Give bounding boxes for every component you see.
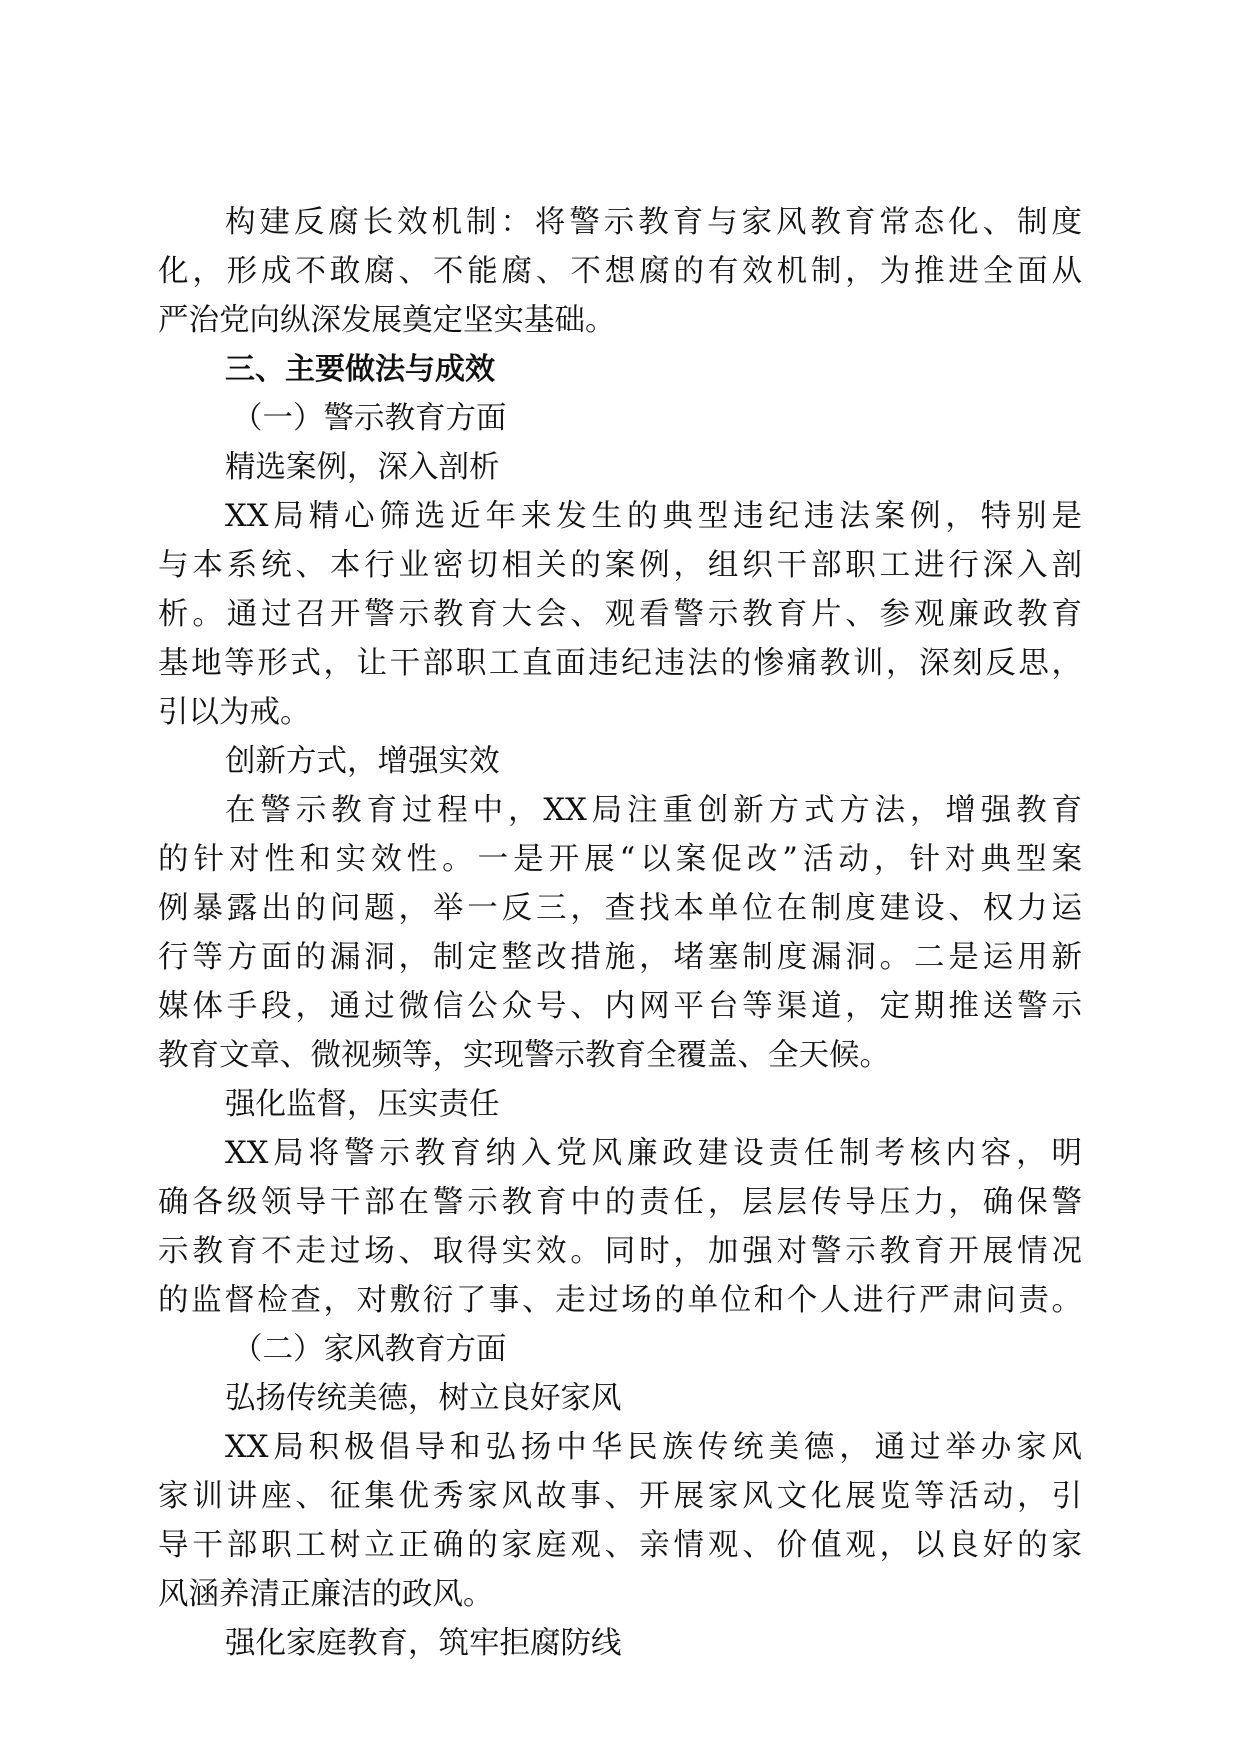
text-line: 弘扬传统美德，树立良好家风 (225, 1381, 622, 1416)
section-heading: （一）警示教育方面 (232, 401, 507, 436)
document-body (158, 198, 1082, 1668)
text-line: XX局将警示教育纳入党风廉政建设责任制考核内容，明 (225, 1136, 1082, 1171)
text-line: 化，形成不敢腐、不能腐、不想腐的有效机制，为推进全面从 (158, 254, 1082, 289)
text-line: 媒体手段，通过微信公众号、内网平台等渠道，定期推送警示 (158, 989, 1082, 1024)
text-line: 导干部职工树立正确的家庭观、亲情观、价值观，以良好的家 (158, 1528, 1082, 1563)
text-line: 家训讲座、征集优秀家风故事、开展家风文化展览等活动，引 (158, 1479, 1082, 1514)
section-heading: （二）家风教育方面 (232, 1332, 507, 1367)
text-line: 构建反腐长效机制：将警示教育与家风教育常态化、制度 (225, 205, 1082, 240)
text-line: 教育文章、微视频等，实现警示教育全覆盖、全天候。 (158, 1038, 890, 1073)
section-heading: 三、主要做法与成效 (225, 352, 495, 387)
text-line: 在警示教育过程中，XX局注重创新方式方法，增强教育 (225, 793, 1082, 828)
text-line: 精选案例，深入剖析 (225, 450, 500, 485)
text-line: 引以为戒。 (158, 695, 311, 730)
text-line: 风涵养清正廉洁的政风。 (158, 1577, 494, 1612)
text-line: 析。通过召开警示教育大会、观看警示教育片、参观廉政教育 (158, 597, 1082, 632)
text-line: 基地等形式，让干部职工直面违纪违法的惨痛教训，深刻反思， (158, 646, 1082, 681)
text-line: 强化家庭教育，筑牢拒腐防线 (225, 1626, 622, 1661)
text-line: 例暴露出的问题，举一反三，查找本单位在制度建设、权力运 (158, 891, 1082, 926)
text-line: 示教育不走过场、取得实效。同时，加强对警示教育开展情况 (158, 1234, 1082, 1269)
text-line: XX局积极倡导和弘扬中华民族传统美德，通过举办家风 (225, 1430, 1082, 1465)
text-line: 确各级领导干部在警示教育中的责任，层层传导压力，确保警 (158, 1185, 1082, 1220)
text-line: 严治党向纵深发展奠定坚实基础。 (158, 303, 616, 338)
text-line: XX局精心筛选近年来发生的典型违纪违法案例，特别是 (225, 499, 1082, 534)
text-line: 创新方式，增强实效 (225, 744, 500, 779)
text-line: 的针对性和实效性。一是开展“以案促改”活动，针对典型案 (158, 842, 1082, 877)
text-line: 的监督检查，对敷衍了事、走过场的单位和个人进行严肃问责。 (158, 1283, 1082, 1318)
text-line: 强化监督，压实责任 (225, 1087, 500, 1122)
text-line: 行等方面的漏洞，制定整改措施，堵塞制度漏洞。二是运用新 (158, 940, 1082, 975)
text-line: 与本系统、本行业密切相关的案例，组织干部职工进行深入剖 (158, 548, 1082, 583)
